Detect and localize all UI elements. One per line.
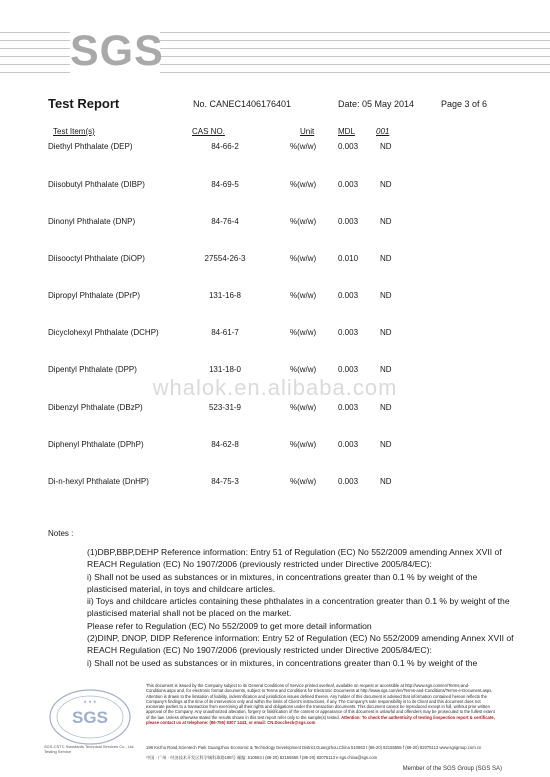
unit: %(w/w)	[290, 217, 317, 226]
test-item: Dipentyl Phthalate (DPP)	[48, 365, 137, 374]
test-item: Dibenzyl Phthalate (DBzP)	[48, 403, 143, 412]
watermark: whalok.en.alibaba.com	[152, 375, 398, 400]
note-paragraph: Please refer to Regulation (EC) No 552/2009 to get more detail information	[87, 620, 372, 631]
table-row	[0, 217, 550, 229]
table-row	[0, 291, 550, 303]
unit: %(w/w)	[290, 477, 317, 486]
unit: %(w/w)	[290, 365, 317, 374]
table-row	[0, 440, 550, 452]
result: ND	[380, 440, 392, 449]
test-item: Dinonyl Phthalate (DNP)	[48, 217, 136, 226]
seal-caption: SGS-CSTC Standards Technical Services Co., Ltd. Testing Service	[44, 744, 135, 754]
unit: %(w/w)	[290, 291, 317, 300]
table-row	[0, 180, 550, 192]
member-line: Member of the SGS Group (SGS SA)	[402, 766, 502, 772]
col-test-item: Test Item(s)	[53, 127, 95, 136]
report-number: No. CANEC1406176401	[193, 99, 292, 109]
table-row	[0, 403, 550, 415]
legal-disclaimer: This document is issued by the Company subject to its General Conditions of Service printed overleaf, available on request or accessible at http://www.sgs.com/en/Terms-and-Conditions.aspx and, for electronic format documents, subject to Terms and Conditions for Electronic Documents at http://www.sgs.com/en/Terms-and-Conditions/Terms-e-Document.aspx. Attention is drawn to the limitation of liability, indemnification and jurisdiction issues defined therein. Any holder of this document is advised that information contained hereon reflects the Company's findings at the time of its intervention only and within the limits of Client's instructions, if any. The Company's sole responsibility is to its Client and this document does not exonerate parties to a transaction from exercising all their rights and obligations under the transaction documents. This document cannot be reproduced except in full, without prior written approval of the Company. Any unauthorized alteration, forgery or falsification of the content or appearance of this document is unlawful and offenders may be prosecuted to the fullest extent of the law. Unless otherwise stated the results shown in this test report refer only to the sample(s) tested. Attention: To check the authenticity of testing /inspection report & certificate, please contact us at telephone: (86-755) 8307 1443, or email: CN.Doccheck@sgs.com	[146, 683, 495, 726]
mdl: 0.003	[338, 180, 359, 189]
cas-number: 131-16-8	[208, 291, 242, 300]
mdl: 0.003	[338, 403, 359, 412]
mdl: 0.003	[338, 440, 359, 449]
mdl: 0.003	[338, 328, 359, 337]
result: ND	[380, 180, 392, 189]
report-title: Test Report	[48, 96, 120, 111]
cas-number: 84-69-5	[211, 180, 239, 189]
unit: %(w/w)	[290, 328, 317, 337]
cas-number: 84-75-3	[211, 477, 239, 486]
page-indicator: Page 3 of 6	[441, 99, 488, 109]
mdl: 0.003	[338, 365, 359, 374]
table-row	[0, 477, 550, 489]
test-item: Diisooctyl Phthalate (DiOP)	[48, 254, 145, 263]
result: ND	[380, 291, 392, 300]
mdl: 0.003	[338, 477, 359, 486]
authenticity-notice: Attention: To check the authenticity of testing /inspection report & certificate, please contact us at telephone: (86-755) 8307 1443, or email: CN.Doccheck@sgs.com	[146, 714, 495, 726]
test-item: Dipropyl Phthalate (DPrP)	[48, 291, 141, 300]
svg-text:★ ★ ★: ★ ★ ★	[83, 699, 97, 704]
mdl: 0.010	[338, 254, 359, 263]
note-paragraph: (1)DBP,BBP,DEHP Reference information: Entry 51 of Regulation (EC) No 552/2009 amending Annex XVII of REACH Regulation (EC) No 1907/2006 (previously restricted under Directive 2005/84/EC):	[87, 547, 502, 570]
note-paragraph: ii) Toys and childcare articles containing these phthalates in a concentration greater than 0.1 % by weight of the plasticised material shall not be placed on the market.	[87, 596, 510, 619]
unit: %(w/w)	[290, 142, 317, 151]
notes-block	[87, 546, 517, 669]
cas-number: 27554-26-3	[204, 254, 246, 263]
svg-text:SGS: SGS	[72, 708, 108, 727]
address-chinese: 中国 · 广州 · 经济技术开发区科学城科珠路198号 邮编: 510663 t (86-20) 82155555 f (86-20) 82075113 e sgs.china@sgs.com	[146, 755, 378, 760]
cas-number: 84-66-2	[211, 142, 239, 151]
cas-number: 84-62-8	[211, 440, 239, 449]
note-paragraph: (2)DINP, DNOP, DIDP Reference information: Entry 52 of Regulation (EC) No 552/2009 amending Annex XVII of REACH Regulation (EC) No 1907/2006 (previously restricted under Directive 2005/84/EC):	[87, 633, 514, 656]
col-sample-001: 001	[376, 127, 390, 136]
result: ND	[380, 477, 392, 486]
col-unit: Unit	[300, 127, 315, 136]
table-row	[0, 254, 550, 266]
table-row	[0, 142, 550, 154]
table-row	[0, 328, 550, 340]
test-item: Diethyl Phthalate (DEP)	[48, 142, 133, 151]
result: ND	[380, 365, 392, 374]
col-cas-no: CAS NO.	[192, 127, 225, 136]
mdl: 0.003	[338, 291, 359, 300]
note-paragraph: i) Shall not be used as substances or in mixtures, in concentrations greater than 0.1 % by weight of the plasticised material, in toys and childcare articles.	[87, 571, 478, 594]
test-item: Diisobutyl Phthalate (DIBP)	[48, 180, 145, 189]
mdl: 0.003	[338, 217, 359, 226]
report-date: Date: 05 May 2014	[338, 99, 415, 109]
result: ND	[380, 328, 392, 337]
note-paragraph: i) Shall not be used as substances or in mixtures, in concentrations greater than 0.1 % by weight of the	[87, 657, 478, 668]
cas-number: 84-76-4	[211, 217, 239, 226]
result: ND	[380, 217, 392, 226]
result: ND	[380, 403, 392, 412]
test-item: Dicyclohexyl Phthalate (DCHP)	[48, 328, 159, 337]
result: ND	[380, 142, 392, 151]
unit: %(w/w)	[290, 254, 317, 263]
test-item: Diphenyl Phthalate (DPhP)	[48, 440, 144, 449]
result: ND	[380, 254, 392, 263]
sgs-logo: SGS	[70, 24, 160, 78]
address-english: 198 Kezhu Road,Scientech Park Guangzhou Economic & Technology Development District,Guangzhou,China 510663 t (86-20) 82155555 f (86-20) 82075113 www.sgsgroup.com.cn	[146, 745, 482, 750]
test-item: Di-n-hexyl Phthalate (DnHP)	[48, 477, 149, 486]
cas-number: 131-18-0	[208, 365, 242, 374]
col-mdl: MDL	[338, 127, 355, 136]
cas-number: 84-61-7	[211, 328, 239, 337]
unit: %(w/w)	[290, 180, 317, 189]
unit: %(w/w)	[290, 403, 317, 412]
cas-number: 523-31-9	[208, 403, 242, 412]
mdl: 0.003	[338, 142, 359, 151]
notes-label: Notes :	[48, 529, 74, 538]
unit: %(w/w)	[290, 440, 317, 449]
